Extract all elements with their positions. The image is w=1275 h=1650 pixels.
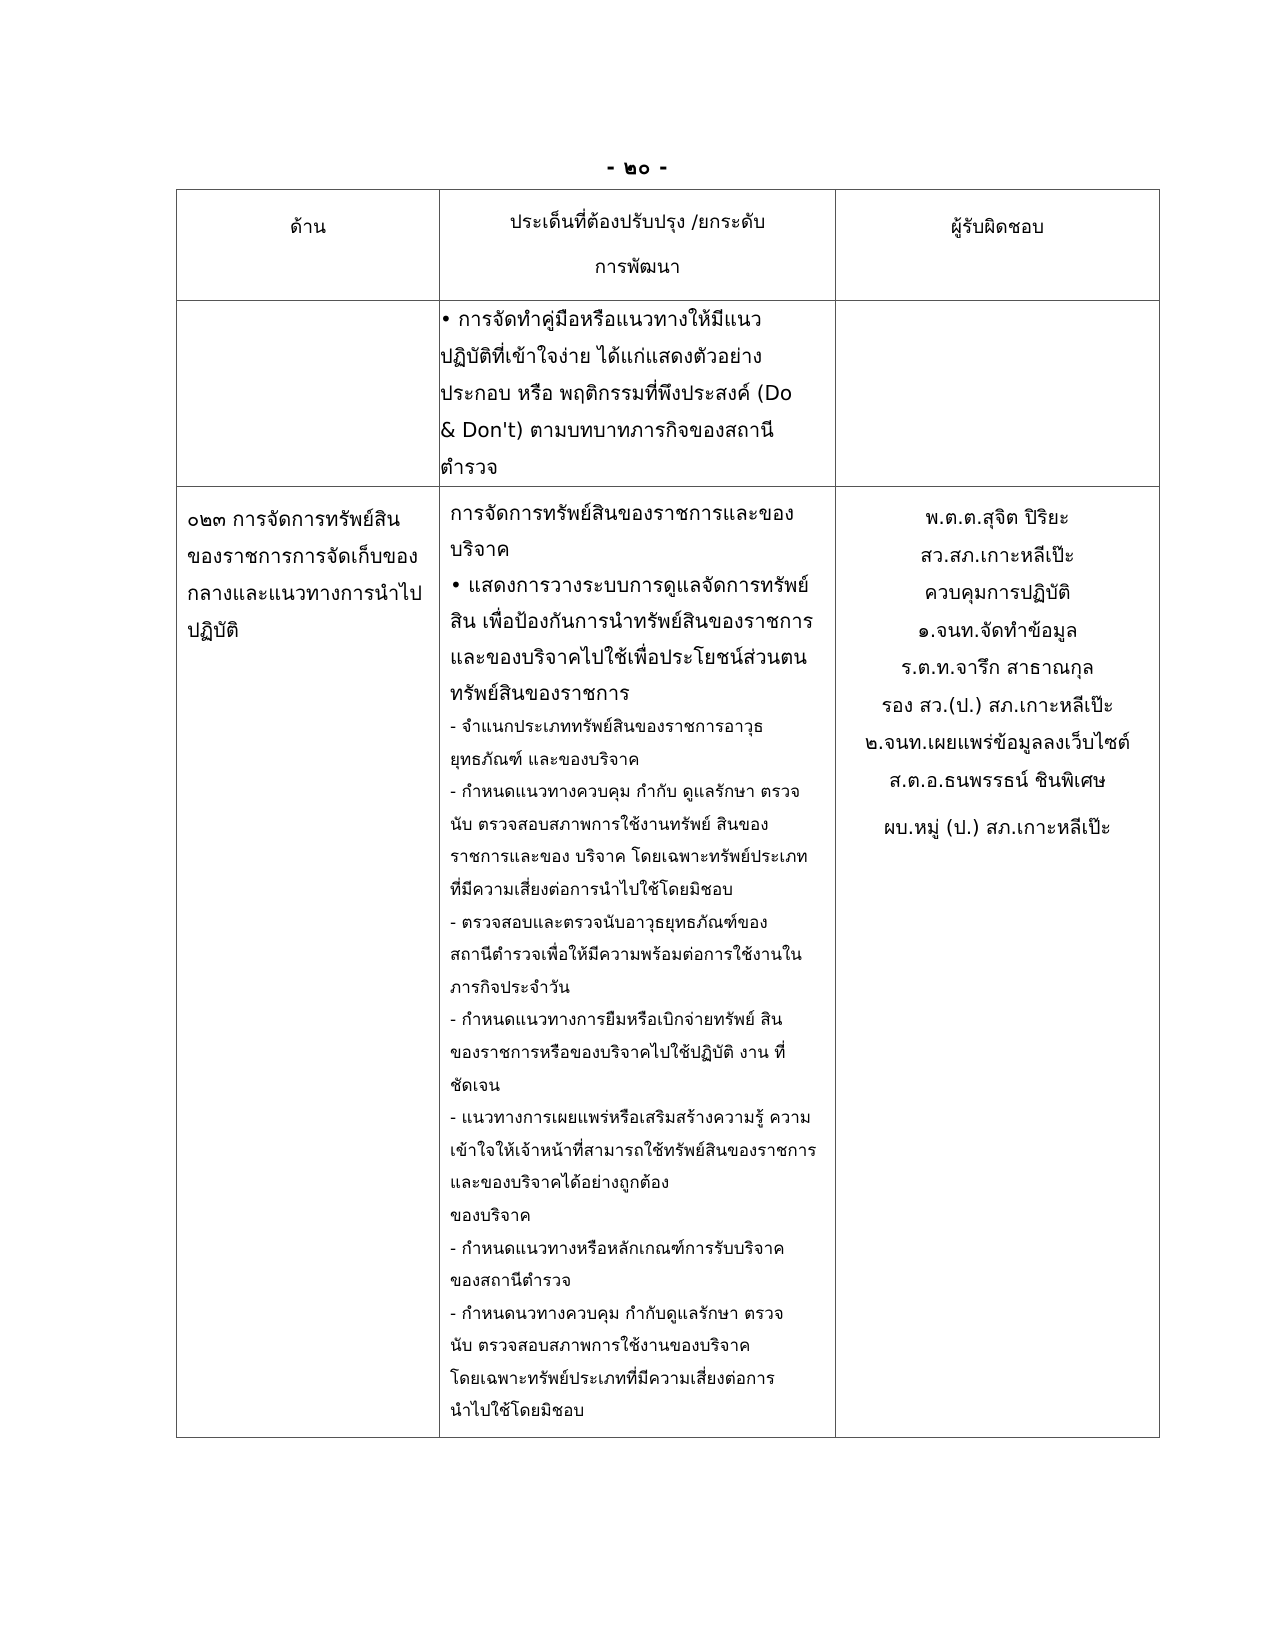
table-header-row [177,190,1160,301]
text-line: การจัดการทรัพย์สินของราชการและของ [450,501,794,525]
text-line: ปฏิบัติที่เข้าใจง่าย ได้แก่แสดงตัวอย่าง [440,344,763,368]
text-line: โดยเฉพาะทรัพย์ประเภทที่มีความเสี่ยงต่อการ [450,1368,775,1389]
text-line: • แสดงการวางระบบการดูแลจัดการทรัพย์ [450,573,810,597]
text-line: - กำหนดแนวทางควบคุม กำกับ ดูแลรักษา ตรวจ [450,782,801,803]
text-line: - แนวทางการเผยแพร่หรือเสริมสร้างความรู้ ความ [450,1108,812,1129]
text-line: พ.ต.ต.สุจิต ปิริยะ [925,506,1070,529]
text-line: - จำแนกประเภททรัพย์สินของราชการอาวุธ [450,717,764,737]
text-line: และของบริจาคได้อย่างถูกต้อง [450,1173,670,1194]
text-line: ตำรวจ [440,455,498,479]
text-line: - กำหนดนวทางควบคุม กำกับดูแลรักษา ตรวจ [450,1303,784,1324]
row2-issue-block [440,487,835,1428]
text-line: ภารกิจประจำวัน [450,977,570,998]
text-line: นับ ตรวจสอบสภาพการใช้งานทรัพย์ สินของ [450,814,769,835]
table-row [177,487,1160,1438]
header-issue-line-2: การพัฒนา [594,256,681,278]
text-line: และของบริจาคไปใช้เพื่อประโยชน์ส่วนตน [450,645,807,669]
text-line: ผบ.หมู่ (ป.) สภ.เกาะหลีเป๊ะ [883,816,1112,839]
table-row [177,301,1160,487]
text-line: ส.ต.อ.ธนพรรธน์ ชินพิเศษ [889,768,1106,792]
text-line: สว.สภ.เกาะหลีเป๊ะ [920,543,1075,567]
row2-responsible-text [836,487,1159,847]
text-line: ราชการและของ บริจาค โดยเฉพาะทรัพย์ประเภท [450,847,808,868]
row1-aspect-cell [177,301,440,487]
text-line: ชัดเจน [450,1075,500,1096]
row2-aspect-text [177,487,439,649]
text-line: - ตรวจสอบและตรวจนับอาวุธยุทธภัณฑ์ของ [450,912,768,933]
text-line: ประกอบ หรือ พฤติกรรมที่พึงประสงค์ (Do [440,381,793,405]
text-line: ทรัพย์สินของราชการ [450,681,630,705]
text-line: - กำหนดแนวทางการยืมหรือเบิกจ่ายทรัพย์ สิน [450,1010,783,1031]
text-line: รอง สว.(ป.) สภ.เกาะหลีเป๊ะ [881,693,1114,717]
text-line: ยุทธภัณฑ์ และของบริจาค [450,749,640,770]
text-line: ควบคุมการปฏิบัติ [924,581,1071,604]
text-line: ของสถานีตำรวจ [450,1271,572,1292]
row1-responsible-cell [836,301,1160,487]
page-number: - ๒๐ - [606,155,669,179]
text-line: ของราชการการจัดเก็บของ [187,544,418,568]
row2-issue-heading [450,495,827,711]
row2-responsible-cell [836,487,1160,1438]
text-line: สถานีตำรวจเพื่อให้มีความพร้อมต่อการใช้งานใน [450,945,802,966]
text-line: • การจัดทำคู่มือหรือแนวทางให้มีแนว [440,307,762,331]
row2-issue-cell [440,487,836,1438]
text-line: บริจาค [450,537,510,561]
text-line: สิน เพื่อป้องกันการนำทรัพย์สินของราชการ [450,609,814,633]
text-line: ของบริจาค [450,1205,531,1226]
header-issue [440,190,836,301]
row1-issue-text [440,301,835,486]
text-line: - กำหนดแนวทางหรือหลักเกณฑ์การรับบริจาค [450,1238,785,1259]
text-line: ปฏิบัติ [187,618,239,642]
header-issue-line-1: ประเด็นที่ต้องปรับปรุง /ยกระดับ [509,211,766,233]
header-responsible: ผู้รับผิดชอบ [836,190,1160,301]
text-line: ๐๒๓ การจัดการทรัพย์สิน [187,507,400,531]
text-line: นับ ตรวจสอบสภาพการใช้งานของบริจาค [450,1336,751,1357]
text-line: นำไปใช้โดยมิชอบ [450,1401,585,1422]
text-line: กลางและแนวทางการนำไป [187,581,422,605]
plan-table [176,189,1160,1438]
text-line: ๑.จนท.จัดทำข้อมูล [917,618,1078,642]
text-line: ที่มีความเสี่ยงต่อการนำไปใช้โดยมิชอบ [450,879,733,900]
text-line: ๒.จนท.เผยแพร่ข้อมูลลงเว็บไซต์ [864,731,1131,754]
row2-aspect-cell [177,487,440,1438]
text-line: ของราชการหรือของบริจาคไปใช้ปฏิบัติ งาน ที่ [450,1042,786,1063]
row1-issue-cell [440,301,836,487]
text-line: & Don't) ตามบทบาทภารกิจของสถานี [440,418,774,442]
text-line: เข้าใจให้เจ้าหน้าที่สามารถใช้ทรัพย์สินของราชการ [450,1140,817,1161]
row2-issue-details [450,711,827,1428]
header-aspect: ด้าน [177,190,440,301]
text-line: ร.ต.ท.จารึก สาธาณกุล [901,656,1094,679]
